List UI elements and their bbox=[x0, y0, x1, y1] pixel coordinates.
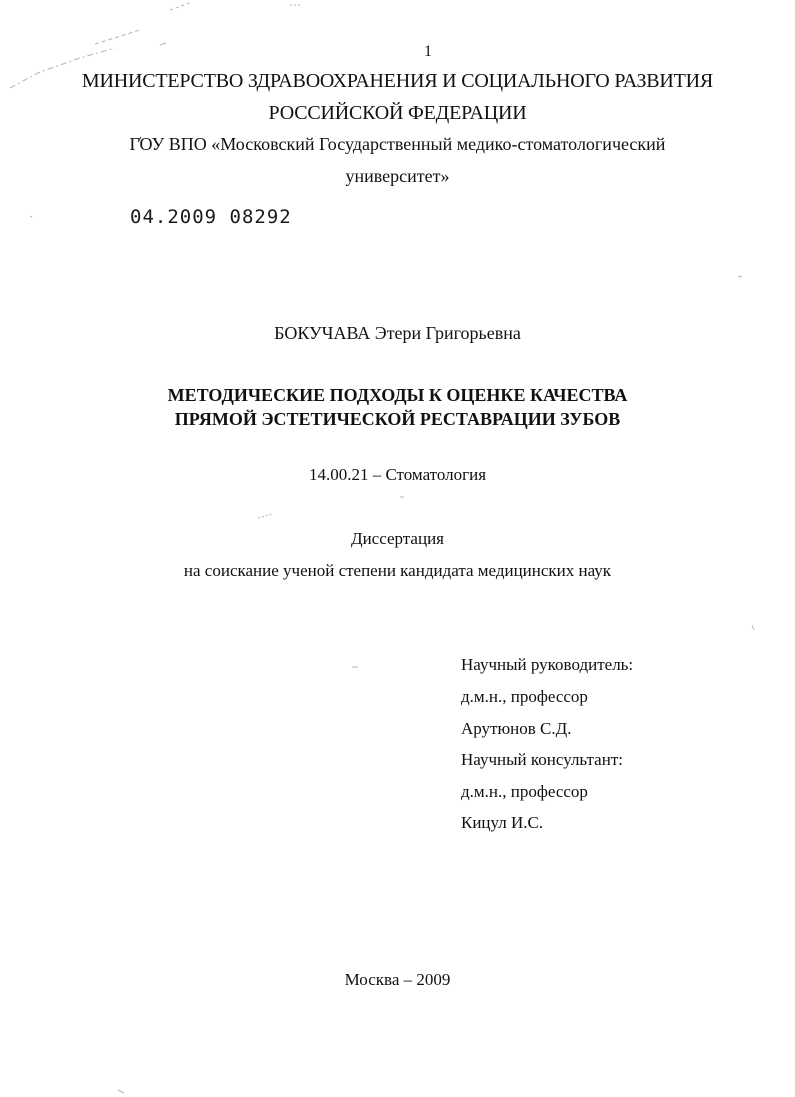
consultant-role: Научный консультант: bbox=[461, 750, 623, 769]
supervisor-name: Арутюнов С.Д. bbox=[461, 719, 572, 738]
author-name: БОКУЧАВА Этери Григорьевна bbox=[274, 323, 521, 343]
supervisor-degree: д.м.н., профессор bbox=[461, 687, 588, 706]
work-type: Диссертация bbox=[350, 529, 444, 548]
institution-name-line2: университет» bbox=[345, 166, 450, 186]
consultant-degree: д.м.н., профессор bbox=[461, 782, 588, 801]
specialty-code: 14.00.21 – Стоматология bbox=[308, 465, 487, 484]
institution-name-line1: ГОУ ВПО «Московский Государственный медико-стоматологический bbox=[129, 134, 666, 154]
ministry-name-line2: РОССИЙСКОЙ ФЕДЕРАЦИИ bbox=[268, 102, 527, 124]
degree-description: на соискание ученой степени кандидата медицинских наук bbox=[183, 561, 612, 580]
city-year: Москва – 2009 bbox=[344, 970, 451, 989]
dissertation-title-line1: МЕТОДИЧЕСКИЕ ПОДХОДЫ К ОЦЕНКЕ КАЧЕСТВА bbox=[167, 385, 628, 405]
page-number: 1 bbox=[424, 43, 432, 60]
consultant-name: Кицул И.С. bbox=[461, 813, 544, 832]
library-stamp-number: 04.2009 08292 bbox=[130, 206, 292, 228]
supervisor-role: Научный руководитель: bbox=[461, 655, 634, 674]
dissertation-title-line2: ПРЯМОЙ ЭСТЕТИЧЕСКОЙ РЕСТАВРАЦИИ ЗУБОВ bbox=[174, 409, 621, 429]
ministry-name-line1: МИНИСТЕРСТВО ЗДРАВООХРАНЕНИЯ И СОЦИАЛЬНОГО РАЗВИТИЯ bbox=[81, 70, 714, 92]
